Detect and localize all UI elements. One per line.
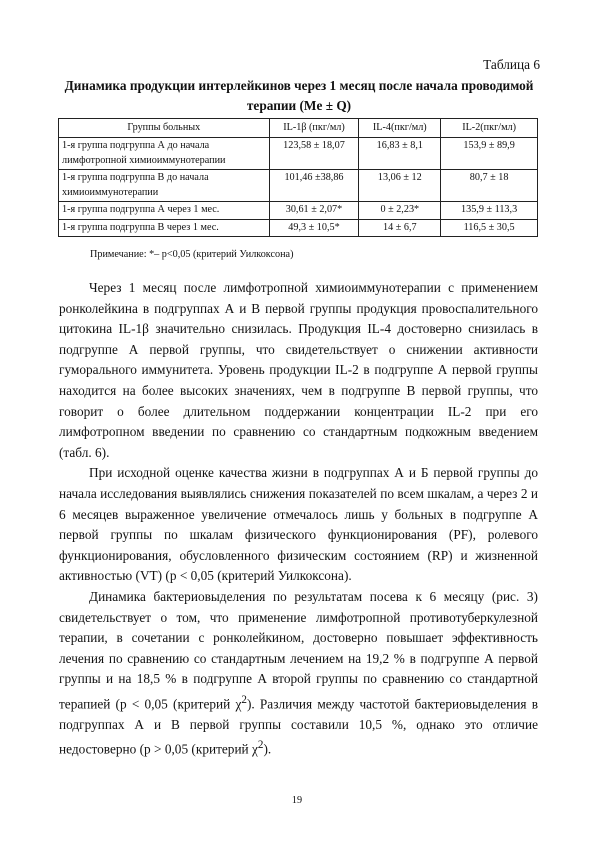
paragraph-text: ). [263, 741, 272, 757]
il1b-cell: 123,58 ± 18,07 [269, 138, 359, 170]
group-cell: 1-я группа подгруппа А через 1 мес. [59, 202, 270, 220]
column-header-groups: Группы больных [59, 119, 270, 138]
table-row [59, 138, 538, 170]
body-text [59, 278, 538, 761]
il4-cell: 13,06 ± 12 [359, 170, 441, 202]
paragraph-text: Динамика бактериовыделения по результатам посева к 6 месяцу (рис. 3) свидетельствует о том, что применение лимфотропной противотуберкулезной терапии, в сочетании с ронколейкином, достоверно повышает эффективность лечения по сравнению со стандартным лечением на 19,2 % в подгруппе А первой группы и на 18,5 % в подгруппе А второй группы по сравнению со стандартной терапией (p < 0,05 (критерий χ [59, 588, 538, 712]
il2-cell: 153,9 ± 89,9 [441, 138, 538, 170]
interleukin-table [58, 118, 538, 237]
table-row [59, 170, 538, 202]
paragraph: Через 1 месяц после лимфотропной химиоиммунотерапии с применением ронколейкина в подгруппах А и В первой группы продукция провоспалительного цитокина IL-1β значительно снизилась. Продукция IL-4 достоверно снизилась в подгруппе А первой группы, что свидетельствует о снижении активности гуморального иммунитета. Уровень продукции IL-2 в подгруппе А первой группы находится на более высоких значениях, чем в подгруппе В первой группы, что говорит о более длительном поддержании концентрации IL-2 при его лимфотропном введении по сравнению со стандартным подкожным введением (табл. 6). [59, 280, 538, 460]
group-label-line: лимфотропной химиоиммунотерапии [62, 154, 226, 166]
superscript: 2 [241, 693, 247, 706]
group-cell [59, 138, 270, 170]
group-label-line: химиоиммунотерапии [62, 186, 159, 198]
table-row [59, 202, 538, 220]
group-label-line: 1-я группа подгруппа В до начала [62, 172, 209, 183]
il4-cell: 14 ± 6,7 [359, 219, 441, 237]
table-header-row [59, 119, 538, 138]
column-header-il1b: IL-1β (пкг/мл) [269, 119, 359, 138]
il2-cell: 80,7 ± 18 [441, 170, 538, 202]
il1b-cell: 101,46 ±38,86 [269, 170, 359, 202]
table-row [59, 219, 538, 237]
group-label-line: 1-я группа подгруппа А до начала [62, 140, 210, 151]
group-cell: 1-я группа подгруппа В через 1 мес. [59, 219, 270, 237]
il4-cell: 0 ± 2,23* [359, 202, 441, 220]
group-cell [59, 170, 270, 202]
paragraph-text: ). Различия между частотой бактериовыделения в подгруппах А и В первой группы составили 10,5 %, однако это отличие недостоверно (p > 0,05 (критерий χ [59, 696, 538, 757]
column-header-il4: IL-4(пкг/мл) [359, 119, 441, 138]
page-number: 19 [291, 795, 303, 806]
paragraph: При исходной оценке качества жизни в подгруппах А и Б первой группы до начала исследования выявлялись снижения показателей по всем шкалам, а через 2 и 6 месяцев выраженное увеличение отмечалось лишь у больных в подгруппе А первой группы по шкалам физического функционирования (PF), ролевого функционирования, обусловленного физическим состоянием (RP) и жизненной активностью (VT) (p < 0,05 (критерий Уилкоксона). [59, 465, 538, 584]
table-caption: Таблица 6 [483, 57, 540, 72]
il1b-cell: 30,61 ± 2,07* [269, 202, 359, 220]
column-header-il2: IL-2(пкг/мл) [441, 119, 538, 138]
il2-cell: 116,5 ± 30,5 [441, 219, 538, 237]
table-note: Примечание: *– p<0,05 (критерий Уилкоксона) [90, 249, 294, 260]
superscript: 2 [257, 739, 264, 752]
il2-cell: 135,9 ± 113,3 [441, 202, 538, 220]
table-title: Динамика продукции интерлейкинов через 1 месяц после начала проводимой терапии (Me ± Q) [64, 78, 534, 113]
il1b-cell: 49,3 ± 10,5* [269, 219, 359, 237]
paragraph [59, 587, 538, 761]
il4-cell: 16,83 ± 8,1 [359, 138, 441, 170]
